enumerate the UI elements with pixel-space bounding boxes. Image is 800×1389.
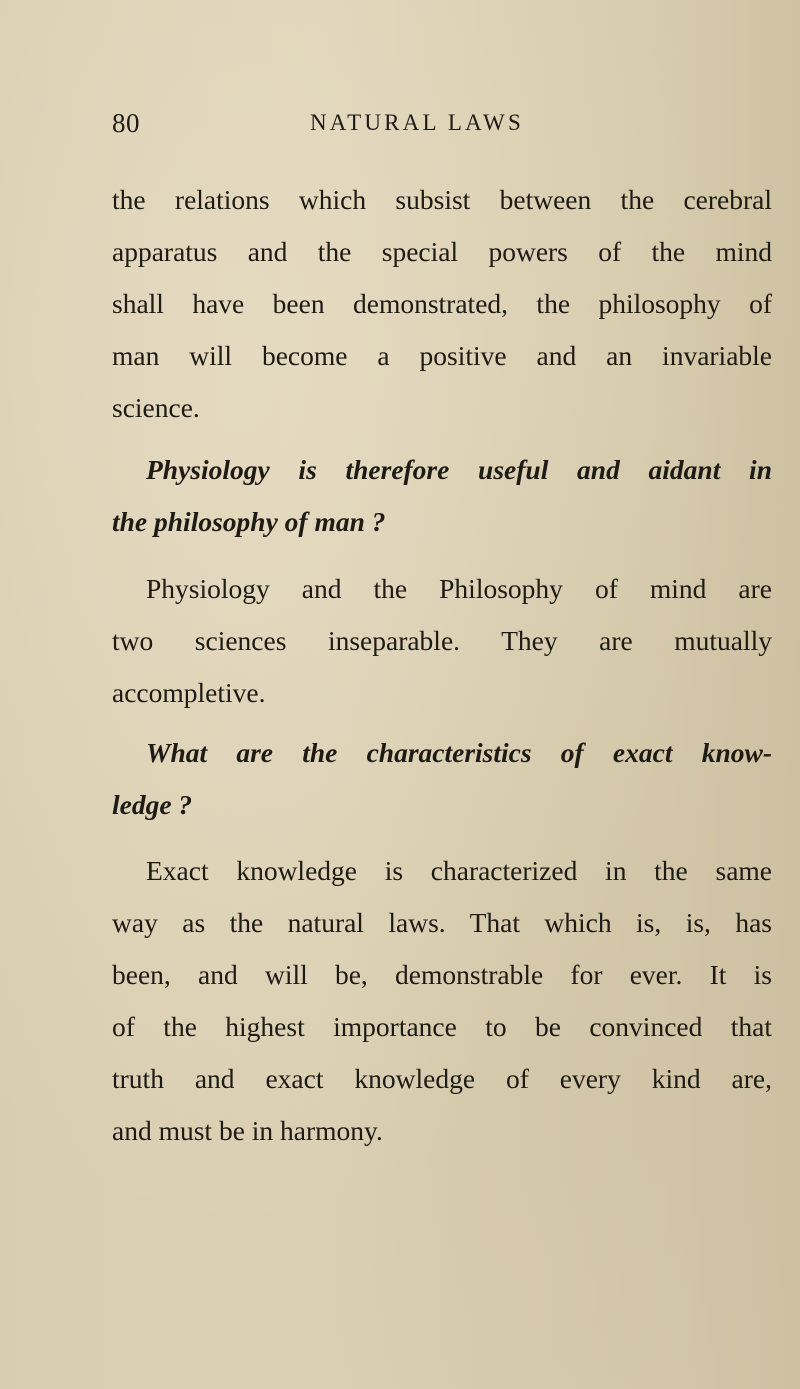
text-line: Exact knowledge is characterized in the same	[146, 855, 772, 886]
text-line: truth and exact knowledge of every kind are,	[112, 1063, 772, 1094]
text-line: and must be in harmony.	[112, 1115, 383, 1146]
text-line: apparatus and the special powers of the mind	[112, 236, 772, 267]
question-line: What are the characteristics of exact know-	[146, 737, 772, 768]
question-paragraph	[112, 727, 772, 831]
text-line: the relations which subsist between the cerebral	[112, 184, 772, 215]
text-line: science.	[112, 392, 200, 423]
answer-paragraph	[112, 174, 772, 434]
text-line: of the highest importance to be convinced that	[112, 1011, 772, 1042]
question-line: Physiology is therefore useful and aidant in	[146, 454, 772, 485]
text-line: Physiology and the Philosophy of mind are	[146, 573, 772, 604]
question-paragraph	[112, 444, 772, 548]
text-line: man will become a positive and an invariable	[112, 340, 772, 371]
page-header	[112, 108, 692, 148]
text-line: accompletive.	[112, 677, 266, 708]
text-line: two sciences inseparable. They are mutually	[112, 625, 772, 656]
question-line: the philosophy of man ?	[112, 506, 386, 537]
page-number: 80	[112, 108, 140, 138]
answer-paragraph	[112, 845, 772, 1157]
answer-paragraph	[112, 563, 772, 719]
running-title: NATURAL LAWS	[310, 110, 524, 135]
text-line: way as the natural laws. That which is, is, has	[112, 907, 772, 938]
text-line: shall have been demonstrated, the philosophy of	[112, 288, 772, 319]
text-line: been, and will be, demonstrable for ever. It is	[112, 959, 772, 990]
question-line: ledge ?	[112, 789, 193, 820]
